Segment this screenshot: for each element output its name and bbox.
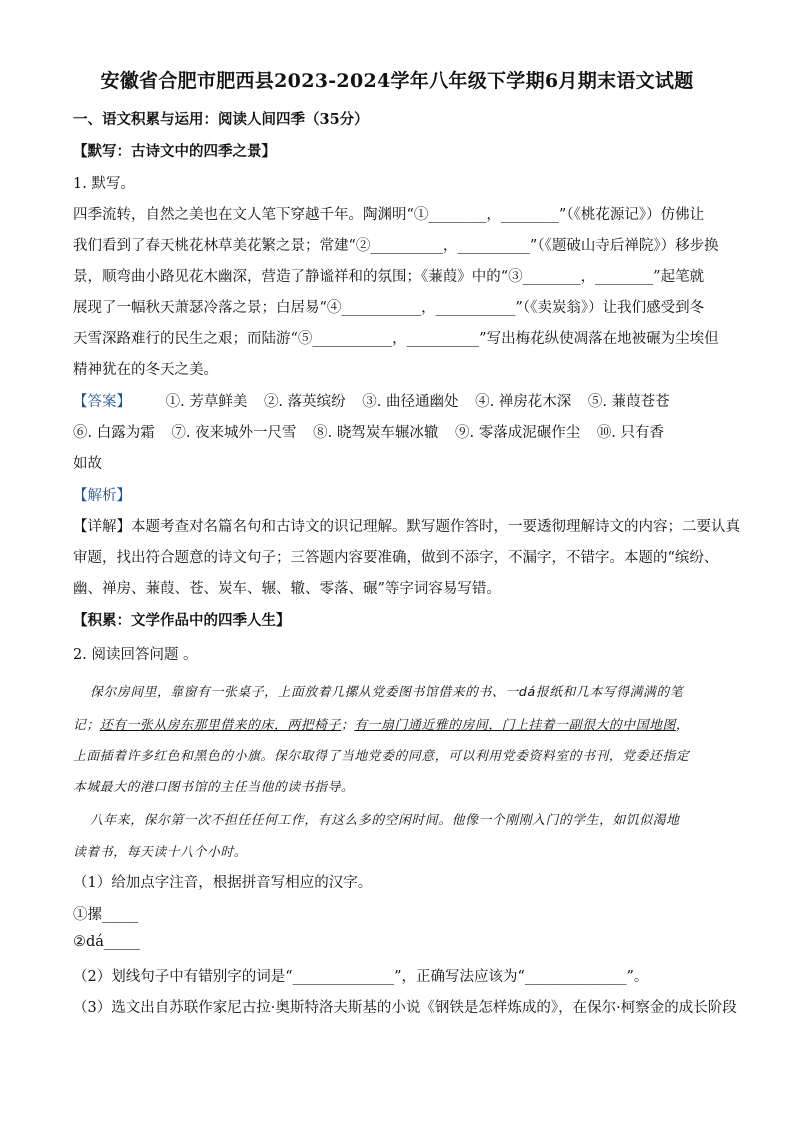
detail-line: 幽、禅房、蒹葭、苍、炭车、辗、辙、零落、碾”等字词容易写错。 xyxy=(73,581,501,597)
analysis-label: 【解析】 xyxy=(73,488,131,504)
detail-line: 【详解】本题考查对名篇名句和古诗文的识记理解。默写题作答时，一要透彻理解诗文的内容；二要认真 xyxy=(73,519,740,535)
answer-item: ⑤. 蒹葭苍苍 xyxy=(587,394,670,410)
passage-line: 上面插着许多红色和黑色的小旗。保尔取得了当地党委的同意，可以利用党委资料室的书刊，党委还指定 xyxy=(73,749,690,764)
question-text-line: 展现了一幅秋天萧瑟冷落之景；白居易“④___________，___________”（《卖炭翁》）让我们感受到冬 xyxy=(73,300,705,316)
passage-line: 保尔房间里，靠窗有一张桌子，上面放着几摞从党委图书馆借来的书、一dá报纸和几本写得满满的笔 xyxy=(90,685,684,700)
answer-item: ④. 禅房花木深 xyxy=(475,394,572,410)
answer-item: ⑦. 夜来城外一尺雪 xyxy=(171,425,297,441)
answer-item: ⑨. 零落成泥碾作尘 xyxy=(454,425,581,441)
answer-item: ②. 落英缤纷 xyxy=(263,394,346,410)
passage-text: ， xyxy=(675,718,690,733)
exam-title: 安徽省合肥市肥西县2023-2024学年八年级下学期6月期末语文试题 xyxy=(100,70,694,92)
question-text-line: 四季流转，自然之美也在文人笔下穿越千年。陶渊明“①________，________”（《桃花源记》）仿佛让 xyxy=(73,207,705,223)
section-heading: 一、语文积累与运用：阅读人间四季（35分） xyxy=(73,111,369,128)
question-label: 1. 默写。 xyxy=(73,176,135,192)
sub-question: （3）选文出自苏联作家尼古拉·奥斯特洛夫斯基的小说《钢铁是怎样炼成的》，在保尔·柯察金的成长阶段 xyxy=(73,1000,737,1016)
answer-row xyxy=(73,421,723,442)
answer-item: ⑩. 只有香 xyxy=(596,425,665,441)
detail-line: 审题，找出符合题意的诗文句子；三答题内容要准确，做到不添字，不漏字，不错字。本题的“缤纷、 xyxy=(73,550,719,566)
passage-text: ； xyxy=(340,718,355,733)
question-text-line: 我们看到了春天桃花林草美花繁之景；常建“②__________，__________”（《题破山寺后禅院》）移步换 xyxy=(73,238,719,254)
sub-question: （1）给加点字注音，根据拼音写相应的汉字。 xyxy=(73,875,373,891)
question-text-line: 景，顺弯曲小路见花木幽深，营造了静谧祥和的氛围；《蒹葭》中的“③________，________”起笔就 xyxy=(73,269,705,285)
underlined-sentence: 有一扇门通近雅的房间，门上挂着一副很大的中国地图 xyxy=(354,718,676,733)
answer-item: ①. 芳草鲜美 xyxy=(165,394,248,410)
answer-item: ⑧. 晓驾炭车辗冰辙 xyxy=(313,425,439,441)
question-text-line: 精神犹在的冬天之美。 xyxy=(73,362,218,378)
sub-question: （2）划线句子中有错别字的词是“______________”，正确写法应该为“______________”。 xyxy=(73,969,649,985)
answer-item: ⑥. 白露为霜 xyxy=(73,425,155,441)
passage-line xyxy=(73,714,723,733)
answer-item: ③. 曲径通幽处 xyxy=(362,394,459,410)
subsection-heading: 【积累：文学作品中的四季人生】 xyxy=(73,612,291,629)
sub-question-blank[interactable]: ②dá_____ xyxy=(73,934,141,950)
sub-question-blank[interactable]: ①摞_____ xyxy=(73,907,139,923)
question-label: 2. 阅读回答问题 。 xyxy=(73,647,198,663)
passage-line: 本城最大的港口图书馆的主任当他的读书指导。 xyxy=(73,780,355,795)
passage-line: 八年来，保尔第一次不担任任何工作，有这么多的空闲时间。他像一个刚刚入门的学生，如饥似渴地 xyxy=(90,813,680,828)
answer-row xyxy=(73,390,723,411)
question-text-line: 天雪深路难行的民生之艰；而陆游“⑤___________，__________”写出梅花纵使凋落在地被碾为尘埃但 xyxy=(73,331,719,347)
answer-continuation: 如故 xyxy=(73,456,102,472)
passage-text: 记； xyxy=(73,718,100,733)
underlined-sentence: 还有一张从房东那里借来的床，两把椅子 xyxy=(99,718,341,733)
answer-label: 【答案】 xyxy=(73,394,131,410)
passage-line: 读着书，每天读十八个小时。 xyxy=(73,845,248,860)
subsection-heading: 【默写：古诗文中的四季之景】 xyxy=(73,143,276,160)
